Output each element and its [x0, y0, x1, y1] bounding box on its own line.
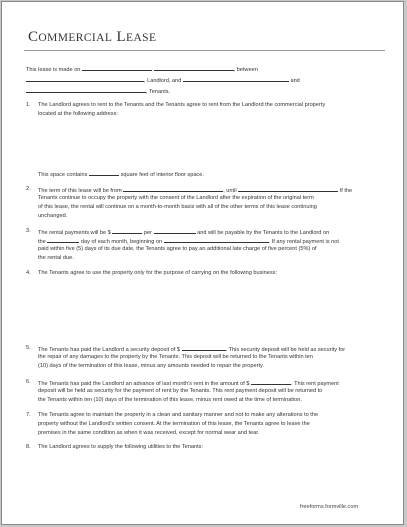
- term-until-text: , until: [223, 188, 237, 194]
- payable-text: and will be payable by the Tenants to the Landlord on: [197, 230, 330, 236]
- held-as-security-text: . This security deposit will be held as security for: [225, 347, 346, 353]
- intro-between-text: , between: [233, 67, 258, 73]
- clause-3-line-3: paid within five (5) days of its due date, the Tenants agree to pay an additional late charge of five percent (5%) of: [38, 246, 317, 252]
- intro-made-on-text: This lease is made on: [26, 67, 81, 73]
- clause-1-line-2: located at the following address:: [38, 111, 118, 117]
- clause-7-line-3: premises in the same condition as when it was received, except for normal wear and tear.: [38, 430, 260, 436]
- clause-5-line-2: the repair of any damages to the property by the Tenants. This deposit will be returned to the Tenants within ten: [38, 354, 313, 360]
- title-word-lease: EASE: [126, 32, 157, 44]
- rent-amount-field[interactable]: [112, 227, 142, 234]
- intro-line-2: [26, 75, 300, 86]
- beginning-date-field[interactable]: [164, 236, 269, 243]
- clause-1-number: 1.: [26, 102, 31, 108]
- clause-7-line-2: property without the Landlord's written consent. At the termination of this lease, the Tenants agree to leave the: [38, 421, 310, 427]
- title-word-commercial: OMMERCIAL: [38, 32, 113, 44]
- rent-payment-text: . This rent payment: [291, 381, 339, 387]
- clause-8-line-1: The Landlord agrees to supply the following utilities to the Tenants:: [38, 444, 204, 450]
- intro-landlord-and-text: , Landlord, and: [144, 78, 182, 84]
- term-start-field[interactable]: [123, 185, 223, 192]
- footer-credit: freeforms.formville.com: [300, 504, 359, 510]
- clause-2-line-2: Tenants continue to occupy the property with the consent of the Landlord after the expiration of the original term: [38, 195, 314, 201]
- clause-1-line-1: The Landlord agrees to rent to the Tenants and the Tenants agree to rent from the Landlord the commercial property: [38, 102, 326, 108]
- the-text: the: [38, 239, 46, 245]
- clause-4-line-1: The Tenants agree to use the property only for the purpose of carrying on the following business:: [38, 270, 278, 276]
- advance-rent-text: The Tenants has paid the Landlord an advance of last month's rent in the amount of $: [38, 381, 250, 387]
- clause-6-number: 6.: [26, 379, 31, 385]
- clause-8-number: 8.: [26, 444, 31, 450]
- clause-2-line-3: of this lease, the rental will continue on a month-to-month basis with all of the other terms of this lease continuing: [38, 204, 317, 210]
- if-the-text: If the: [339, 188, 353, 194]
- tenant-name-field-2[interactable]: [26, 86, 146, 93]
- clause-5-line-3: (10) days of the termination of this lease, minus any amounts needed to repair the property.: [38, 363, 264, 369]
- tenant-name-field-1[interactable]: [183, 75, 289, 82]
- square-feet-text: square feet of interior floor space.: [120, 172, 204, 178]
- rent-period-field[interactable]: [154, 227, 196, 234]
- document-title: [28, 29, 156, 46]
- clause-5-number: 5.: [26, 345, 31, 351]
- due-day-field[interactable]: [47, 236, 79, 243]
- security-deposit-text: The Tenants has paid the Landlord a security deposit of $: [38, 347, 181, 353]
- landlord-name-field[interactable]: [154, 64, 234, 71]
- clause-7-number: 7.: [26, 412, 31, 418]
- rental-payment-text: The rental payments will be $: [38, 230, 111, 236]
- advance-rent-field[interactable]: [251, 378, 291, 385]
- clause-1-space-line: [38, 169, 204, 180]
- title-initial-l: L: [116, 29, 127, 45]
- landlord-field[interactable]: [26, 75, 144, 82]
- intro-line-1: [26, 64, 258, 75]
- intro-tenants-text: , Tenants.: [146, 89, 171, 95]
- late-payment-text: . If any rental payment is not: [268, 239, 339, 245]
- clause-2-number: 2.: [26, 186, 31, 192]
- space-contains-text: This space contains: [38, 172, 88, 178]
- beginning-on-text: day of each month, beginning on: [80, 239, 163, 245]
- per-text: per: [143, 230, 152, 236]
- security-deposit-field[interactable]: [182, 344, 226, 351]
- intro-line-3: [26, 86, 170, 97]
- clause-7-line-1: The Tenants agree to maintain the property in a clean and sanitary manner and not to make any alterations to the: [38, 412, 319, 418]
- clause-3-number: 3.: [26, 228, 31, 234]
- clause-6-line-2: deposit will be held as security for the payment of rent by the Tenants. This rent payment deposit will be returned to: [38, 388, 323, 394]
- clause-6-line-3: the Tenants within ten (10) days of the termination of this lease, minus rent owed at the time of termination.: [38, 397, 302, 403]
- term-end-field[interactable]: [238, 185, 338, 192]
- clause-3-line-4: the rental due.: [38, 255, 74, 261]
- term-from-text: The term of this lease will be from: [38, 188, 122, 194]
- clause-4-number: 4.: [26, 270, 31, 276]
- square-feet-field[interactable]: [89, 169, 119, 176]
- date-field[interactable]: [82, 64, 152, 71]
- intro-and-text: and: [290, 78, 300, 84]
- lease-page: [1, 1, 404, 525]
- clause-2-line-4: unchanged.: [38, 213, 68, 219]
- title-initial-c: C: [28, 29, 39, 45]
- title-rule: [24, 50, 385, 51]
